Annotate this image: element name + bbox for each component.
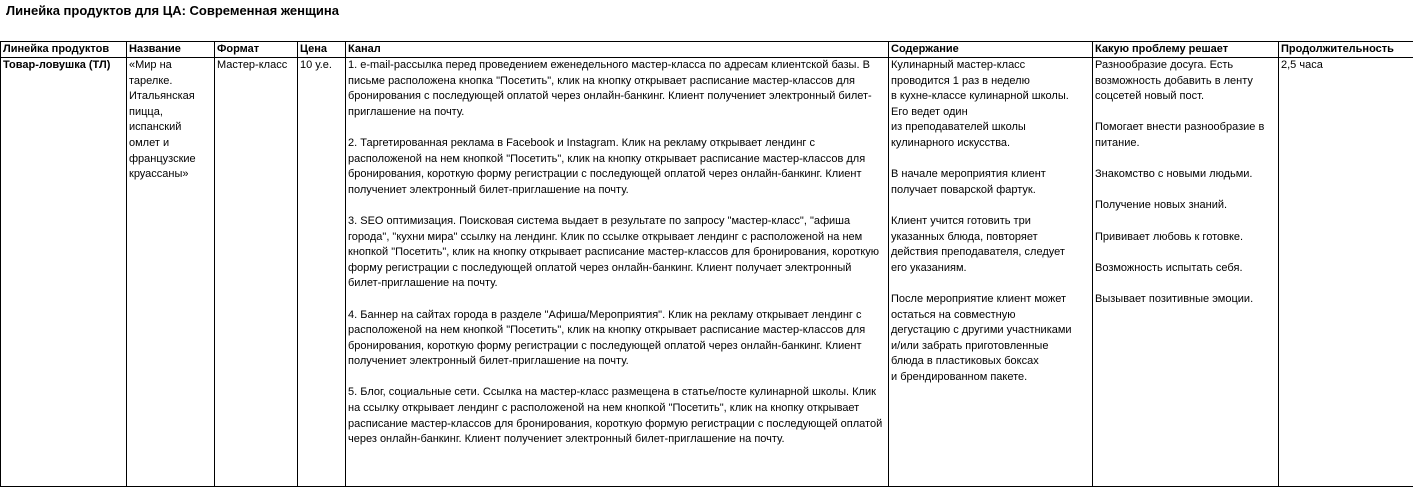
cell-line[interactable]: Товар-ловушка (ТЛ) [1, 58, 127, 487]
problem-item: Знакомство с новыми людьми. [1095, 167, 1276, 183]
content-line: в кухне-классе кулинарной школы. [891, 89, 1090, 105]
sheet-title: Линейка продуктов для ЦА: Современная женщина [6, 3, 339, 19]
problem-item: Разнообразие досуга. Есть возможность добавить в ленту соцсетей новый пост. [1095, 58, 1276, 105]
content-line: После мероприятие клиент может [891, 292, 1090, 308]
content-line: проводится 1 раз в неделю [891, 74, 1090, 90]
content-line: и брендированном пакете. [891, 370, 1090, 386]
content-line: его указаниям. [891, 261, 1090, 277]
channel-item: 2. Таргетированная реклама в Facebook и Instagram. Клик на рекламу открывает лендинг с расположеной на нем кнопкой "Посетить", клик на кнопку открывает расписание мастер-классов для бронирования, короткую форму регистрации с последующей оплатой через онлайн-банкинг. Клиент получениет электронный билет-приглашение на почту. [348, 136, 886, 198]
problem-item: Помогает внести разнообразие в питание. [1095, 120, 1276, 151]
content-block [891, 292, 1090, 386]
channel-item: 3. SEO оптимизация. Поисковая система выдает в результате по запросу "мастер-класс", "афиша города", "кухни мира" ссылку на лендинг. Клик по ссылке открывает лендинг с расположеной на нем кнопкой "Посетить", клик на кнопку открывает расписание мастер-классов для бронирования, короткую форму регистрации с последующей оплатой через онлайн-банкинг. Клиент получает электронный билет-приглашение на почту. [348, 214, 886, 292]
problem-item: Вызывает позитивные эмоции. [1095, 292, 1276, 308]
content-line: и/или забрать приготовленные [891, 339, 1090, 355]
problem-item: Возможность испытать себя. [1095, 261, 1276, 277]
cell-name[interactable]: «Мир на тарелке. Итальянская пицца, испанский омлет и французские круассаны» [127, 58, 215, 487]
header-name[interactable]: Название [127, 42, 215, 58]
content-line: остаться на совместную [891, 308, 1090, 324]
cell-problem[interactable] [1093, 58, 1279, 487]
channel-item: 4. Баннер на сайтах города в разделе "Афиша/Мероприятия". Клик на рекламу открывает лендинг с расположеной на нем кнопкой "Посетить", клик на кнопку открывает расписание мастер-классов для бронирования, короткую форму регистрации с последующей оплатой через онлайн-банкинг. Клиент получениет электронный билет-приглашение на почту. [348, 308, 886, 370]
header-row [1, 42, 1413, 58]
content-line: Клиент учится готовить три [891, 214, 1090, 230]
content-line: блюда в пластиковых боксах [891, 354, 1090, 370]
content-line: действия преподавателя, следует [891, 245, 1090, 261]
content-line: получает поварской фартук. [891, 183, 1090, 199]
header-problem[interactable]: Какую проблему решает [1093, 42, 1279, 58]
problem-item: Получение новых знаний. [1095, 198, 1276, 214]
header-line[interactable]: Линейка продуктов [1, 42, 127, 58]
header-format[interactable]: Формат [215, 42, 298, 58]
content-line: Его ведет один [891, 105, 1090, 121]
cell-duration[interactable]: 2,5 часа [1279, 58, 1413, 487]
header-channel[interactable]: Канал [346, 42, 889, 58]
cell-format[interactable]: Мастер-класс [215, 58, 298, 487]
channel-item: 1. e-mail-рассылка перед проведением еженедельного мастер-класса по адресам клиентской базы. В письме расположена кнопка "Посетить", клик на кнопку открывает расписание мастер-классов для бронирования с последующей оплатой через онлайн-банкинг. Клиент получениет электронный билет-приглашение на почту. [348, 58, 886, 120]
content-block [891, 167, 1090, 198]
content-block [891, 214, 1090, 276]
header-price[interactable]: Цена [298, 42, 346, 58]
cell-content[interactable] [889, 58, 1093, 487]
channel-item: 5. Блог, социальные сети. Ссылка на мастер-класс размещена в статье/посте кулинарной школы. Клик на ссылку открывает лендинг с расположеной на нем кнопкой "Посетить", клик на кнопку открывает расписание мастер-классов для бронирования, короткую формую регистрации с последующей оплатой через онлайн-банкинг. Клиент получениет электронный билет-приглашение на почту. [348, 385, 886, 447]
cell-channel[interactable] [346, 58, 889, 487]
header-content[interactable]: Содержание [889, 42, 1093, 58]
content-line: кулинарного искусства. [891, 136, 1090, 152]
cell-price[interactable]: 10 у.е. [298, 58, 346, 487]
content-block [891, 58, 1090, 152]
content-line: Кулинарный мастер-класс [891, 58, 1090, 74]
content-line: В начале мероприятия клиент [891, 167, 1090, 183]
product-line-table [0, 41, 1413, 487]
content-line: указанных блюда, повторяет [891, 230, 1090, 246]
content-line: из преподавателей школы [891, 120, 1090, 136]
header-duration[interactable]: Продолжительность [1279, 42, 1413, 58]
content-line: дегустацию с другими участниками [891, 323, 1090, 339]
problem-item: Прививает любовь к готовке. [1095, 230, 1276, 246]
table-row [1, 58, 1413, 487]
